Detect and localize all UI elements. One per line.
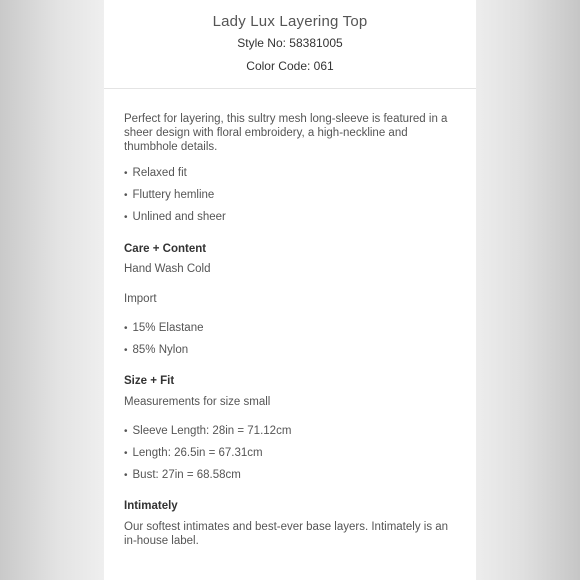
brand-heading: Intimately — [124, 500, 178, 512]
bullet-icon: • — [124, 323, 128, 334]
list-item: • Fluttery hemline — [124, 189, 215, 201]
size-fit-intro: Measurements for size small — [124, 396, 271, 408]
feature-list — [124, 166, 462, 225]
list-item: • 15% Elastane — [124, 322, 204, 334]
care-heading: Care + Content — [124, 243, 207, 255]
product-details-panel — [104, 0, 476, 580]
measurement-list — [124, 424, 462, 483]
care-origin: Import — [124, 293, 157, 305]
bullet-icon: • — [124, 470, 128, 481]
bullet-icon: • — [124, 448, 128, 459]
header-divider — [104, 88, 476, 89]
list-item: • Bust: 27in = 68.58cm — [124, 469, 241, 481]
list-item: • Length: 26.5in = 67.31cm — [124, 447, 263, 459]
list-item: • Sleeve Length: 28in = 71.12cm — [124, 425, 292, 437]
bullet-icon: • — [124, 212, 128, 223]
product-title: Lady Lux Layering Top — [212, 13, 368, 30]
material-list — [124, 321, 462, 358]
size-fit-heading: Size + Fit — [124, 375, 175, 387]
product-description: Perfect for layering, this sultry mesh long-sleeve is featured in a sheer design with floral embroidery, a high-neckline and thumbhole details. — [124, 113, 448, 153]
bullet-icon: • — [124, 168, 128, 179]
bullet-icon: • — [124, 426, 128, 437]
care-wash: Hand Wash Cold — [124, 263, 211, 275]
product-header — [104, 0, 476, 77]
bullet-icon: • — [124, 345, 128, 356]
list-item: • Unlined and sheer — [124, 211, 226, 223]
brand-text: Our softest intimates and best-ever base layers. Intimately is an in-house label. — [124, 521, 449, 547]
bullet-icon: • — [124, 190, 128, 201]
color-code: Color Code: 061 — [246, 59, 334, 73]
style-number: Style No: 58381005 — [237, 36, 343, 50]
list-item: • Relaxed fit — [124, 167, 187, 179]
list-item: • 85% Nylon — [124, 344, 189, 356]
product-content — [124, 112, 462, 548]
